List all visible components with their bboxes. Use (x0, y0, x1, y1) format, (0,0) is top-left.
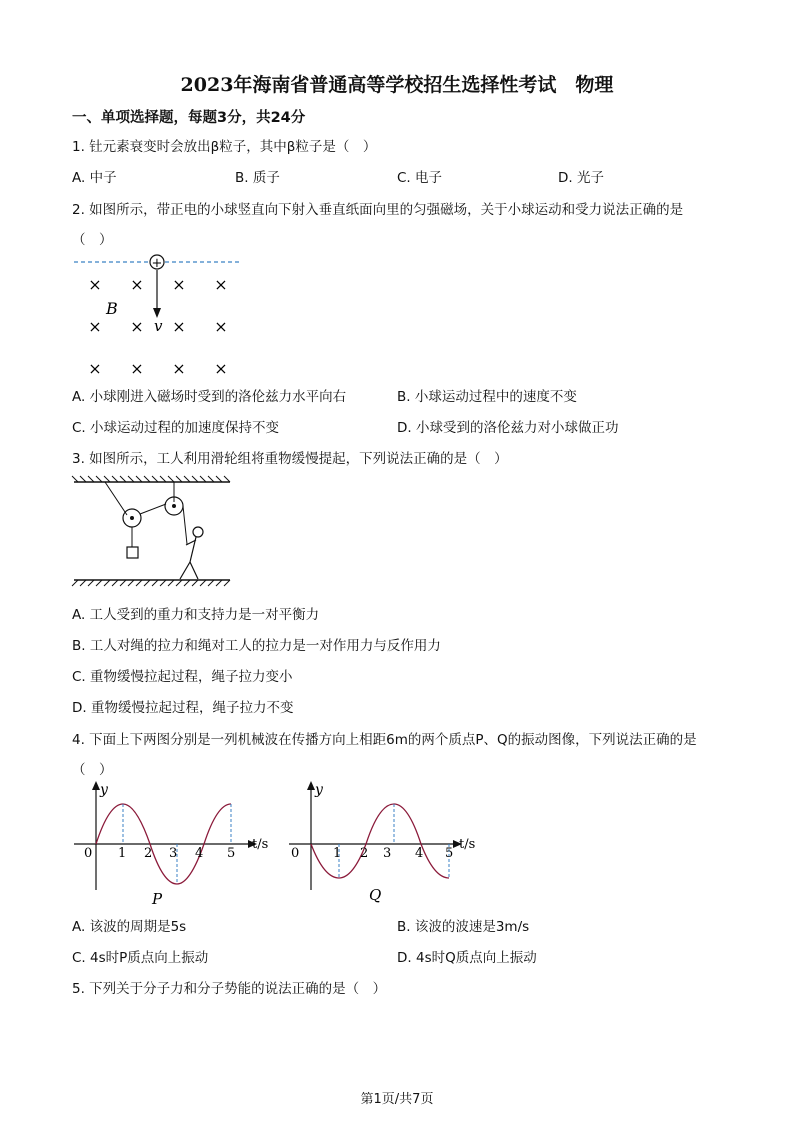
field-mark: × (214, 317, 228, 336)
q5-stem: 5. 下列关于分子力和分子势能的说法正确的是（ ） (72, 981, 387, 997)
q4-option-b: B. 该波的波速是3m/s (397, 919, 530, 935)
q3-option-b: B. 工人对绳的拉力和绳对工人的拉力是一对作用力与反作用力 (72, 638, 441, 654)
field-mark: × (214, 275, 228, 294)
q2-option-c: C. 小球运动过程的加速度保持不变 (72, 420, 280, 436)
q2-stem: 2. 如图所示，带正电的小球竖直向下射入垂直纸面向里的匀强磁场，关于小球运动和受力说法正确的是 (72, 202, 684, 218)
graph-p-tick: 5 (227, 846, 236, 861)
graph-p-t-label: t/s (252, 837, 269, 852)
q3-option-c: C. 重物缓慢拉起过程，绳子拉力变小 (72, 669, 293, 685)
q1-option-c: C. 电子 (397, 170, 443, 186)
field-mark: × (214, 359, 228, 378)
q1-option-b: B. 质子 (235, 170, 280, 186)
y-axis-arrow-icon (92, 781, 100, 790)
q1-option-d: D. 光子 (558, 170, 604, 186)
q4-stem-bracket: （ ） (72, 762, 113, 778)
graph-q-tick: 3 (383, 846, 392, 861)
vibration-graph-p (70, 778, 280, 908)
q3-stem: 3. 如图所示，工人利用滑轮组将重物缓慢提起，下列说法正确的是（ ） (72, 451, 508, 467)
graph-p-tick: 0 (84, 846, 93, 861)
graph-p-y-label: y (100, 782, 108, 798)
q1-stem: 1. 钍元素衰变时会放出β粒子，其中β粒子是（ ） (72, 139, 377, 155)
y-axis-arrow-icon (307, 781, 315, 790)
page-title: 2023年海南省普通高等学校招生选择性考试 物理 (180, 74, 614, 96)
q4-option-c: C. 4s时P质点向上振动 (72, 950, 209, 966)
field-mark: × (130, 317, 144, 336)
field-mark: × (88, 275, 102, 294)
q4-stem: 4. 下面上下两图分别是一列机械波在传播方向上相距6m的两个质点P、Q的振动图像，下列说法正确的是 (72, 732, 697, 748)
graph-q-y-label: y (315, 782, 323, 798)
q3-option-a: A. 工人受到的重力和支持力是一对平衡力 (72, 607, 320, 623)
graph-p-tick: 2 (144, 846, 153, 861)
graph-q-tick: 5 (445, 846, 454, 861)
q3-option-d: D. 重物缓慢拉起过程，绳子拉力不变 (72, 700, 294, 716)
weight-block (127, 547, 138, 558)
field-mark: × (172, 317, 186, 336)
graph-q-tick: 0 (291, 846, 300, 861)
graph-q-t-label: t/s (459, 837, 476, 852)
q2-option-a: A. 小球刚进入磁场时受到的洛伦兹力水平向右 (72, 389, 347, 405)
graph-q-tick: 4 (415, 846, 424, 861)
q2-option-d: D. 小球受到的洛伦兹力对小球做正功 (397, 420, 619, 436)
field-mark: × (130, 275, 144, 294)
velocity-label: v (154, 317, 163, 335)
graph-q-caption: Q (369, 886, 382, 904)
q2-option-b: B. 小球运动过程中的速度不变 (397, 389, 577, 405)
q1-option-a: A. 中子 (72, 170, 117, 186)
field-mark: × (172, 359, 186, 378)
graph-p-caption: P (152, 890, 163, 908)
section-heading: 一、单项选择题，每题3分，共24分 (72, 110, 306, 126)
magnetic-field-figure (70, 248, 250, 383)
worker-head (193, 527, 203, 537)
pulley-figure (70, 472, 235, 592)
field-mark: × (172, 275, 186, 294)
field-mark: × (88, 317, 102, 336)
q2-stem-bracket: （ ） (72, 232, 113, 248)
field-mark: × (88, 359, 102, 378)
graph-q-tick: 2 (360, 846, 369, 861)
vibration-graph-q (285, 778, 495, 908)
page-footer: 第1页/共7页 (360, 1092, 434, 1107)
graph-p-tick: 3 (169, 846, 178, 861)
graph-q-tick: 1 (333, 846, 342, 861)
charge-symbol: + (151, 256, 163, 271)
graph-q-wave (311, 804, 449, 878)
graph-p-tick: 1 (118, 846, 127, 861)
q4-option-d: D. 4s时Q质点向上振动 (397, 950, 537, 966)
b-field-label: B (106, 299, 118, 318)
q4-option-a: A. 该波的周期是5s (72, 919, 187, 935)
graph-p-tick: 4 (195, 846, 204, 861)
field-mark: × (130, 359, 144, 378)
